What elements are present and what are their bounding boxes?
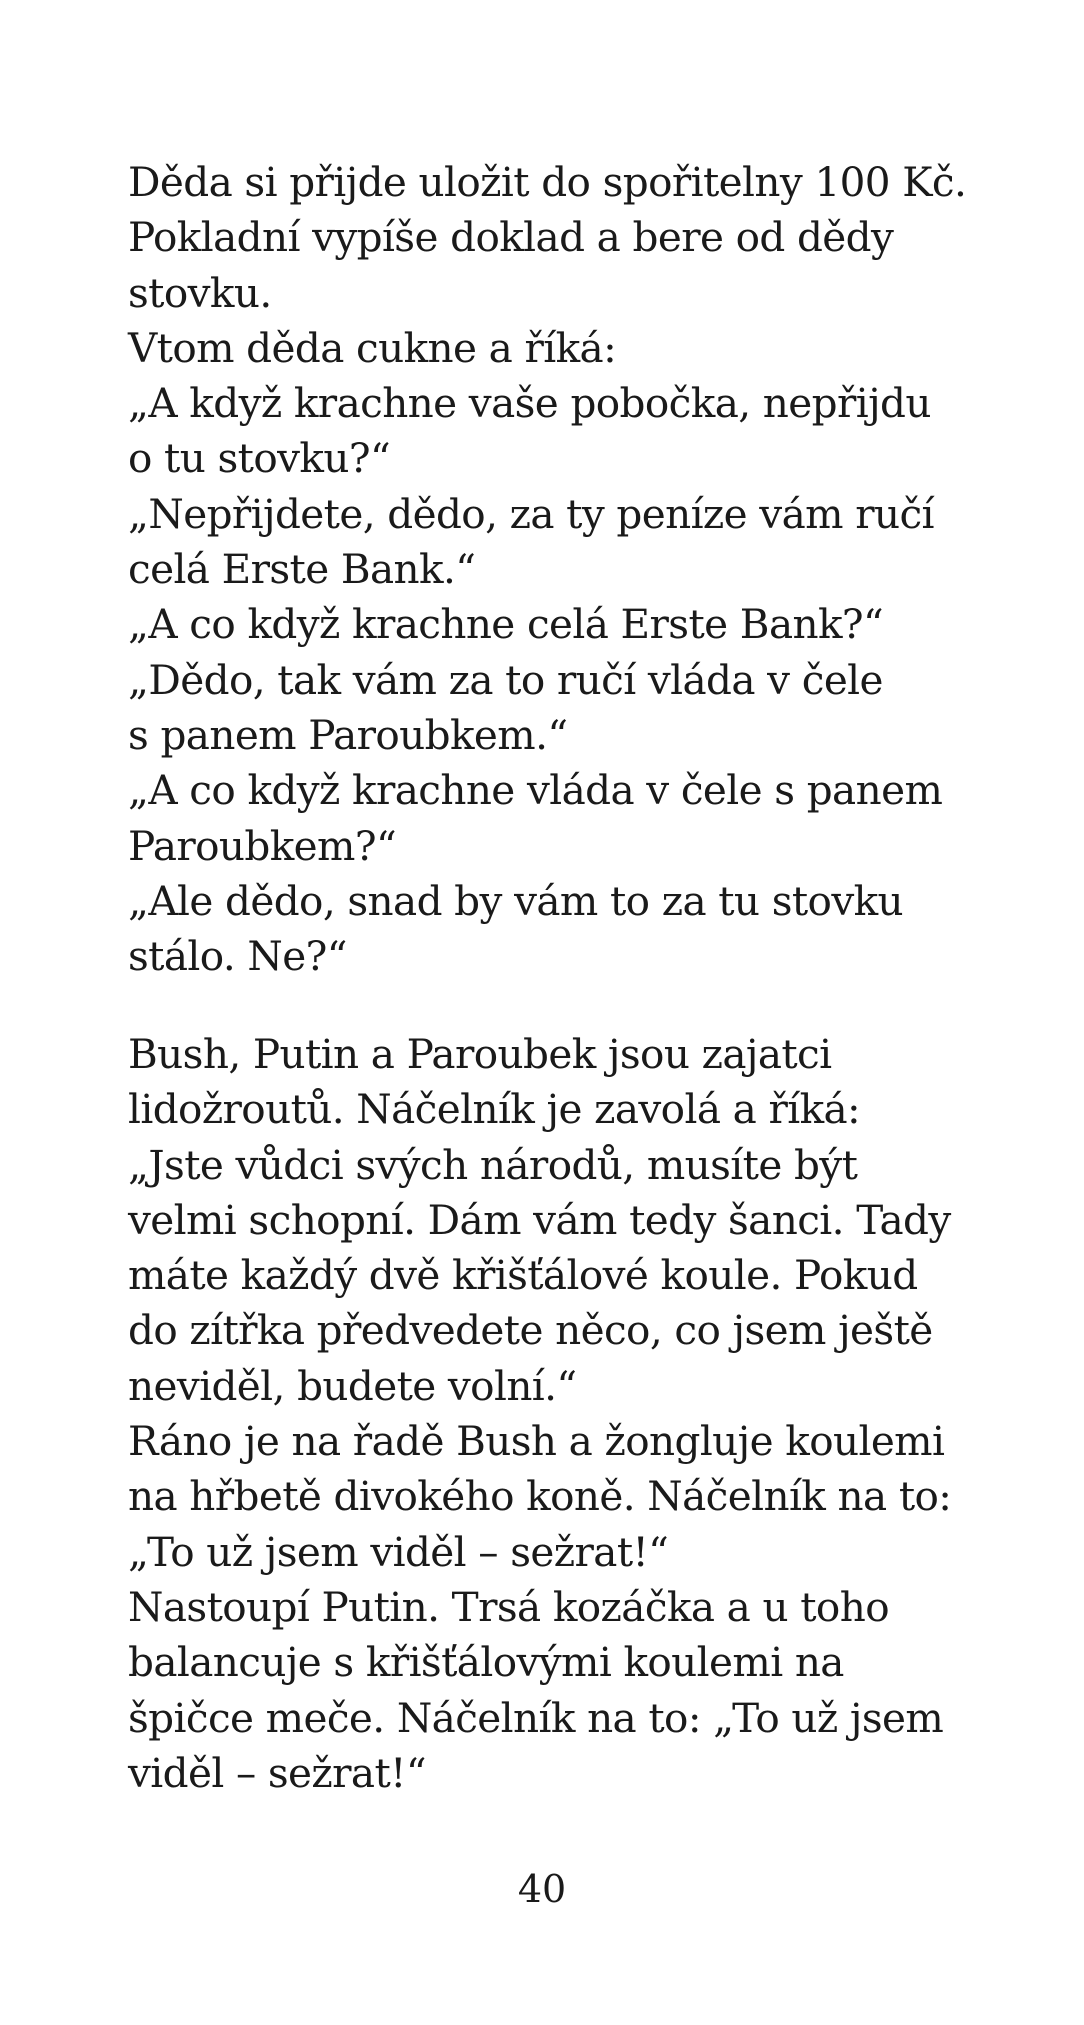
text-line: stovku. [128, 268, 272, 317]
text-line: viděl – sežrat!“ [128, 1748, 426, 1797]
text-line: Paroubkem?“ [128, 821, 397, 870]
text-line: „A když krachne vaše pobočka, nepřijdu [128, 379, 931, 428]
text-line: do zítřka předvedete něco, co jsem ještě [128, 1306, 933, 1355]
text-line: „A co když krachne celá Erste Bank?“ [128, 600, 884, 649]
page-number: 40 [517, 1867, 567, 1911]
text-line: velmi schopní. Dám vám tedy šanci. Tady [128, 1195, 951, 1244]
text-line: na hřbetě divokého koně. Náčelník na to: [128, 1472, 952, 1521]
text-line: „Dědo, tak vám za to ručí vláda v čele [128, 655, 883, 704]
text-line: Bush, Putin a Paroubek jsou zajatci [128, 1030, 832, 1078]
text-line: „Ale dědo, snad by vám to za tu stovku [128, 876, 904, 925]
text-line: balancuje s křišťálovými koulemi na [128, 1638, 844, 1687]
text-line: špičce meče. Náčelník na to: „To už jsem [128, 1693, 944, 1742]
text-line: Ráno je na řadě Bush a žongluje koulemi [128, 1417, 945, 1466]
text-line: Děda si přijde uložit do spořitelny 100 Kč. [128, 158, 967, 206]
text-line: „Jste vůdci svých národů, musíte být [128, 1140, 858, 1189]
text-line: Vtom děda cukne a říká: [128, 323, 617, 372]
text-line: máte každý dvě křišťálové koule. Pokud [128, 1251, 918, 1300]
text-line: „A co když krachne vláda v čele s panem [128, 766, 943, 815]
text-line: s panem Paroubkem.“ [128, 710, 568, 759]
joke-paragraph-bank [128, 155, 968, 984]
text-line: neviděl, budete volní.“ [128, 1361, 577, 1410]
text-line: celá Erste Bank.“ [128, 545, 476, 594]
text-line: Pokladní vypíše doklad a bere od dědy [128, 213, 894, 262]
text-line: „To už jsem viděl – sežrat!“ [128, 1527, 669, 1576]
text-line: lidožroutů. Náčelník je zavolá a říká: [128, 1085, 861, 1134]
text-line: „Nepřijdete, dědo, za ty peníze vám ručí [128, 489, 934, 538]
text-line: stálo. Ne?“ [128, 932, 347, 981]
text-line: Nastoupí Putin. Trsá kozáčka a u toho [128, 1582, 889, 1631]
joke-paragraph-cannibals [128, 1027, 968, 1801]
text-line: o tu stovku?“ [128, 434, 391, 483]
